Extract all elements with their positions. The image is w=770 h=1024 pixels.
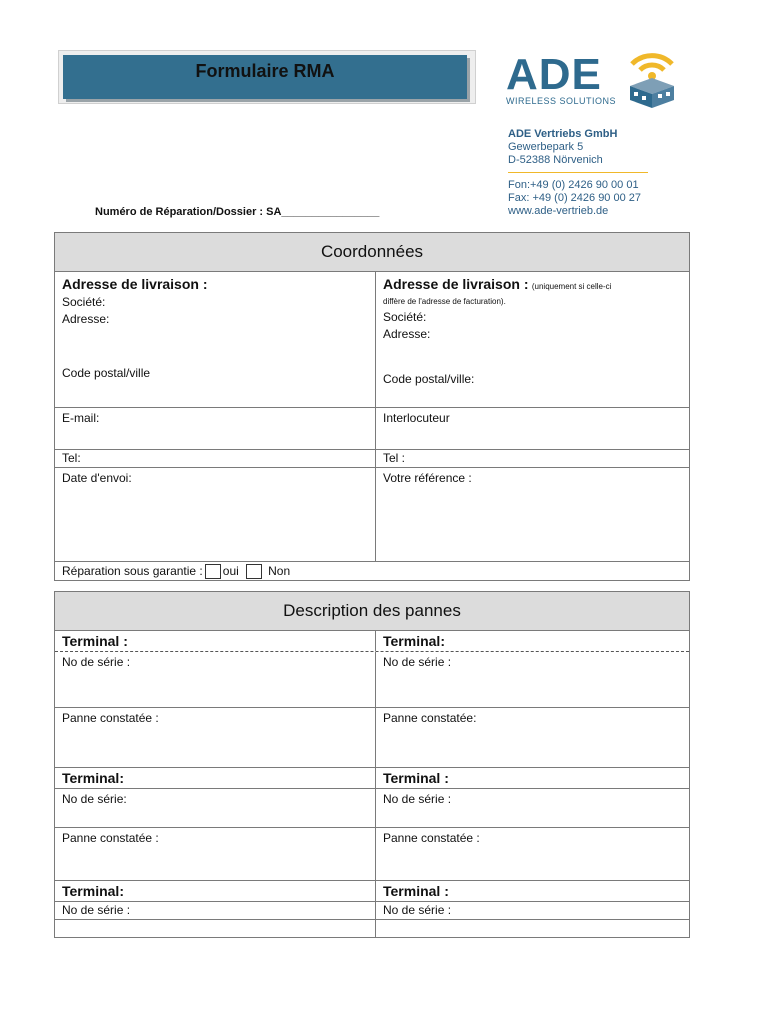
company-logo: ADE — [506, 50, 602, 99]
email-row — [55, 408, 689, 450]
terminal-row — [55, 768, 689, 789]
terminal-label: Terminal: — [55, 768, 376, 788]
adresse-label-right: Adresse: — [383, 327, 431, 341]
pannes-section — [54, 591, 690, 938]
panne-label: Panne constatée: — [383, 711, 477, 725]
terminal-row — [55, 881, 689, 902]
repair-number-field[interactable]: Numéro de Réparation/Dossier : SA________________ — [95, 206, 380, 218]
terminal-row — [55, 631, 689, 652]
date-envoi-label: Date d'envoi: — [62, 471, 132, 485]
serial-row — [55, 652, 689, 708]
alt-delivery-address-header: Adresse de livraison : — [383, 276, 529, 292]
reference-label: Votre référence : — [383, 471, 472, 485]
societe-label-right: Société: — [383, 310, 427, 324]
company-address — [508, 128, 617, 167]
panne-label: Panne constatée : — [62, 711, 159, 725]
address-row — [55, 272, 689, 408]
serial-field[interactable] — [55, 652, 376, 707]
tel-label: Tel: — [62, 451, 81, 465]
serial-label: No de série : — [62, 903, 131, 917]
alt-address-note-2: diffère de l'adresse de facturation). — [383, 297, 506, 306]
email-label: E-mail: — [62, 411, 100, 425]
serial-row — [55, 902, 689, 920]
serial-label: No de série : — [383, 903, 452, 917]
terminal-label: Terminal: — [383, 633, 445, 649]
wifi-cube-icon — [622, 42, 682, 110]
terminal-label: Terminal : — [383, 770, 449, 786]
tel-row — [55, 450, 689, 468]
tel-field[interactable] — [55, 450, 376, 467]
tel-label-right: Tel : — [383, 451, 406, 465]
societe-label: Société: — [62, 295, 106, 309]
delivery-address-header: Adresse de livraison : — [62, 276, 208, 292]
serial-field[interactable] — [376, 902, 689, 919]
company-contact — [508, 179, 641, 218]
date-envoi-field[interactable] — [55, 468, 376, 561]
company-name: ADE Vertriebs GmbH — [508, 128, 618, 140]
panne-field[interactable] — [376, 828, 689, 880]
terminal-label: Terminal : — [383, 883, 449, 899]
panne-field[interactable] — [55, 828, 376, 880]
panne-row — [55, 828, 689, 881]
oui-checkbox[interactable] — [205, 564, 221, 579]
company-city: D-52388 Nörvenich — [508, 154, 603, 166]
non-checkbox[interactable] — [246, 564, 262, 579]
serial-row — [55, 789, 689, 828]
form-title: Formulaire RMA — [195, 61, 335, 81]
terminal-label: Terminal: — [55, 881, 376, 901]
terminal-label: Terminal : — [55, 631, 376, 651]
tel-field-right[interactable] — [376, 450, 689, 467]
logo-subtitle: WIRELESS SOLUTIONS — [506, 96, 617, 106]
non-label: Non — [268, 564, 291, 578]
interlocuteur-field[interactable] — [376, 408, 689, 449]
delivery-address-right[interactable] — [376, 272, 689, 407]
serial-field[interactable] — [55, 902, 376, 919]
pannes-title: Description des pannes — [55, 592, 689, 631]
empty-row — [55, 920, 689, 937]
serial-label: No de série : — [62, 655, 131, 669]
date-row — [55, 468, 689, 562]
reference-field[interactable] — [376, 468, 689, 561]
coordonnees-title: Coordonnées — [55, 233, 689, 272]
serial-field[interactable] — [376, 789, 689, 827]
serial-label: No de série : — [383, 792, 452, 806]
email-field[interactable] — [55, 408, 376, 449]
interlocuteur-label: Interlocuteur — [383, 411, 450, 425]
fax-number: Fax: +49 (0) 2426 90 00 27 — [508, 192, 642, 204]
panne-field[interactable] — [376, 708, 689, 767]
code-postal-label: Code postal/ville — [62, 366, 151, 380]
panne-label: Panne constatée : — [62, 831, 159, 845]
delivery-address-left[interactable] — [55, 272, 376, 407]
garantie-label: Réparation sous garantie : — [62, 564, 203, 578]
contact-divider — [508, 172, 648, 173]
title-banner — [58, 50, 476, 104]
garantie-row — [55, 562, 689, 580]
panne-row — [55, 708, 689, 768]
adresse-label: Adresse: — [62, 312, 110, 326]
panne-field[interactable] — [55, 708, 376, 767]
serial-field[interactable] — [376, 652, 689, 707]
panne-label: Panne constatée : — [383, 831, 480, 845]
empty-cell[interactable] — [55, 920, 376, 937]
garantie-field — [55, 562, 689, 580]
website-link[interactable]: www.ade-vertrieb.de — [508, 205, 609, 217]
phone-number: Fon:+49 (0) 2426 90 00 01 — [508, 179, 639, 191]
code-postal-label-right: Code postal/ville: — [383, 372, 475, 386]
serial-label: No de série : — [383, 655, 452, 669]
alt-address-note: (uniquement si celle-ci — [531, 282, 612, 291]
company-street: Gewerbepark 5 — [508, 141, 584, 153]
title-panel — [63, 55, 467, 99]
oui-label: oui — [222, 564, 239, 578]
coordonnees-section — [54, 232, 690, 581]
serial-field[interactable] — [55, 789, 376, 827]
empty-cell[interactable] — [376, 920, 689, 937]
serial-label: No de série: — [62, 792, 127, 806]
